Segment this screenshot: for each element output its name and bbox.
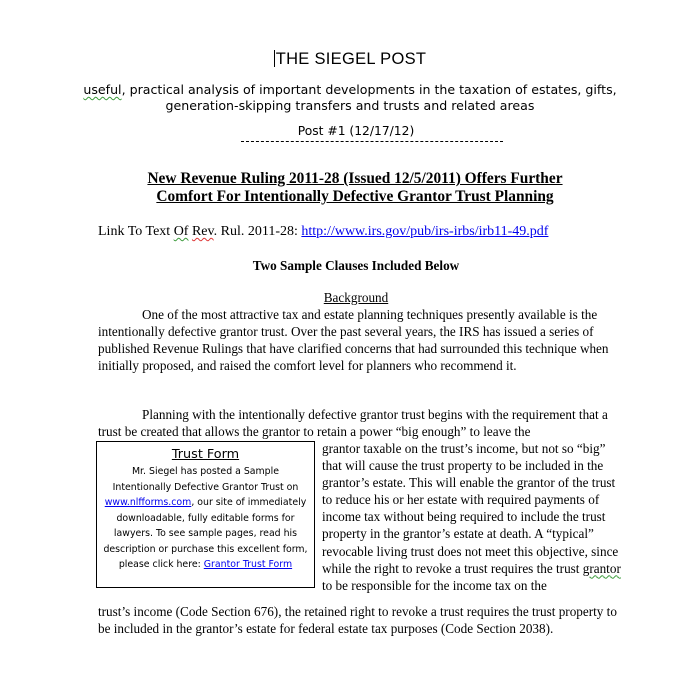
paragraph-1-text: One of the most attractive tax and estate planning techniques presently available is the intentionally defective grantor trust. Over the past several years, the IRS has issued a series of published Revenue Rulings that have clarified concerns that had surrounded this technique when initially proposed, and raised the comfort level for planners who recommend it. — [98, 307, 609, 374]
post-number: Post #1 (12/17/12) — [297, 124, 415, 138]
clauses-subhead: Two Sample Clauses Included Below — [252, 258, 460, 273]
tagline-line2: generation-skipping transfers and trusts and related areas — [165, 98, 535, 113]
grantor-trust-form-link[interactable]: Grantor Trust Form — [203, 559, 293, 570]
link-prefix: Link To Text — [98, 224, 171, 239]
trust-form-sidebar — [96, 441, 315, 588]
sidebar-text-a: Mr. Siegel has posted a Sample Intentionally Defective Grantor Trust on — [112, 466, 299, 493]
paragraph-2-side-word: grantor — [582, 560, 621, 576]
masthead-title: THE SIEGEL POST — [275, 50, 427, 68]
ruling-link-line — [98, 224, 658, 240]
paragraph-2-top — [98, 406, 618, 440]
link-middle: . Rul. 2011-28: — [213, 224, 302, 239]
section-heading-background: Background — [323, 290, 389, 305]
headline-line1: New Revenue Ruling 2011-28 (Issued 12/5/2011) Offers Further — [147, 170, 563, 187]
sidebar-body — [97, 464, 314, 573]
headline-line2: Comfort For Intentionally Defective Grantor Trust Planning — [156, 188, 554, 205]
tagline-rest: , practical analysis of important developments in the taxation of estates, gifts, — [121, 82, 617, 97]
article-headline — [60, 170, 650, 206]
tagline — [60, 82, 640, 114]
paragraph-2-side-text-b: to be responsible for the income tax on the — [322, 577, 547, 593]
text-cursor — [274, 50, 275, 67]
dashed-divider — [241, 141, 503, 144]
ruling-url-link[interactable]: http://www.irs.gov/pub/irs-irbs/irb11-49.pdf — [301, 224, 549, 239]
link-rev: Rev — [191, 224, 214, 239]
link-of: Of — [173, 224, 189, 239]
paragraph-2-side — [322, 440, 622, 594]
paragraph-2-bottom: trust’s income (Code Section 676), the retained right to revoke a trust requires the trust property to be included in the grantor’s estate for federal estate tax purposes (Code Section 2038). — [98, 604, 617, 637]
paragraph-2-side-text: grantor taxable on the trust’s income, but not so “big” that will cause the trust property to be included in the grantor’s estate. This will enable the grantor of the trust to reduce his or her estate with required payments of income tax without being required to include the trust property in the grantor’s estate at death. A “typical” revocable living trust does not meet this objective, since while the right to revoke a trust requires the trust — [322, 441, 619, 576]
sidebar-title: Trust Form — [171, 447, 240, 462]
paragraph-1 — [98, 306, 618, 374]
tagline-first-word: useful — [83, 82, 122, 97]
sidebar-text-b: , our site of immediately downloadable, fully editable forms for lawyers. To see sample pages, read his description or purchase this excellent form, please click here: — [103, 497, 308, 570]
nlfforms-site-link[interactable]: www.nlfforms.com — [104, 497, 192, 508]
paragraph-2-top-text: Planning with the intentionally defective grantor trust begins with the requirement that a trust be created that allows the grantor to retain a power “big enough” to leave the — [98, 407, 608, 440]
